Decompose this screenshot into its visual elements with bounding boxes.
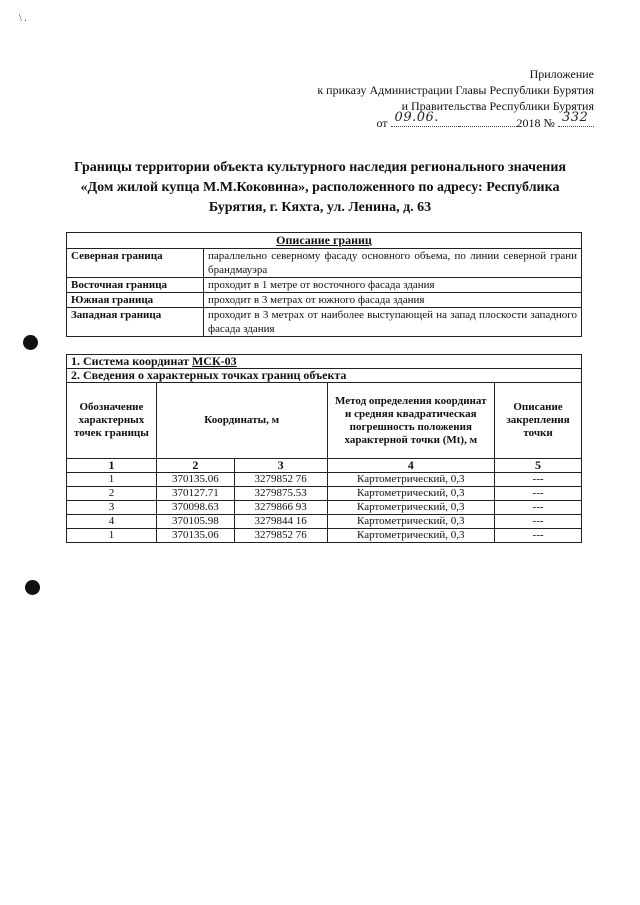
coordinate-system-row (67, 355, 582, 369)
column-number: 5 (495, 459, 582, 473)
order-date-line (317, 110, 594, 131)
government-reference: и Правительства Республики Бурятия (401, 99, 594, 113)
scan-mark: \ . (19, 13, 27, 24)
table-row (67, 473, 582, 487)
border-text: параллельно северному фасаду основного объема, по линии северной грани брандмауэра (204, 249, 582, 278)
column-number: 4 (327, 459, 495, 473)
appendix-header (317, 66, 594, 131)
border-label: Западная граница (67, 308, 204, 337)
punch-hole-mark (23, 335, 38, 350)
table-row (67, 501, 582, 515)
column-header-point: Обозначение характерных точек границы (67, 383, 157, 459)
title-line: Границы территории объекта культурного наследия регионального значения (73, 160, 566, 175)
table-row (67, 308, 582, 337)
method: Картометрический, 0,3 (327, 529, 495, 543)
coord-x: 370135.06 (156, 473, 234, 487)
appendix-label: Приложение (529, 67, 594, 81)
coord-x: 370098.63 (156, 501, 234, 515)
table-row (67, 487, 582, 501)
point-number: 1 (67, 529, 157, 543)
point-number: 4 (67, 515, 157, 529)
column-header-description: Описание закрепления точки (495, 383, 582, 459)
column-number: 1 (67, 459, 157, 473)
punch-hole-mark (25, 580, 40, 595)
method: Картометрический, 0,3 (327, 501, 495, 515)
point-number: 3 (67, 501, 157, 515)
title-line: «Дом жилой купца М.М.Коковина», расположенного по адресу: Республика (80, 180, 560, 195)
handwritten-number: 332 (562, 110, 589, 125)
table-row (67, 249, 582, 278)
method: Картометрический, 0,3 (327, 473, 495, 487)
border-description-table (66, 232, 582, 337)
table-row (67, 278, 582, 293)
border-description-heading: Описание границ (67, 233, 582, 249)
coord-y: 3279844 16 (234, 515, 327, 529)
coord-y: 3279852 76 (234, 473, 327, 487)
point-description: --- (495, 487, 582, 501)
table-row (67, 529, 582, 543)
points-table (66, 354, 582, 543)
coord-y: 3279866 93 (234, 501, 327, 515)
method: Картометрический, 0,3 (327, 515, 495, 529)
coord-x: 370127.71 (156, 487, 234, 501)
from-label: от (376, 116, 388, 130)
border-text: проходит в 3 метрах от наиболее выступающей на запад плоскости западного фасада здания (204, 308, 582, 337)
date-blank (391, 110, 459, 127)
method: Картометрический, 0,3 (327, 487, 495, 501)
coordinate-system-value: МСК-03 (191, 354, 237, 368)
border-label: Восточная граница (67, 278, 204, 293)
coord-y: 3279852 76 (234, 529, 327, 543)
table-row (67, 515, 582, 529)
column-number: 2 (156, 459, 234, 473)
coordinate-system-label: 1. Система координат (71, 354, 189, 368)
year-label: 2018 № (516, 116, 555, 130)
handwritten-date: 09.06. (394, 110, 439, 125)
coord-x: 370135.06 (156, 529, 234, 543)
point-description: --- (495, 515, 582, 529)
column-header-coordinates: Координаты, м (156, 383, 327, 459)
point-description: --- (495, 501, 582, 515)
title-line: Бурятия, г. Кяхта, ул. Ленина, д. 63 (208, 200, 432, 215)
coord-x: 370105.98 (156, 515, 234, 529)
column-header-method: Метод определения координат и средняя квадратическая погрешность положения характерной точки (Mt), м (327, 383, 495, 459)
border-text: проходит в 1 метре от восточного фасада здания (204, 278, 582, 293)
table-row (67, 293, 582, 308)
border-text: проходит в 3 метрах от южного фасада здания (204, 293, 582, 308)
border-label: Северная граница (67, 249, 204, 278)
point-number: 1 (67, 473, 157, 487)
point-number: 2 (67, 487, 157, 501)
column-number: 3 (234, 459, 327, 473)
date-blank-tail (459, 114, 517, 127)
coord-y: 3279875.53 (234, 487, 327, 501)
order-reference: к приказу Администрации Главы Республики Бурятия (317, 83, 594, 97)
point-description: --- (495, 529, 582, 543)
point-description: --- (495, 473, 582, 487)
document-title (50, 158, 590, 218)
number-blank (558, 110, 594, 127)
border-label: Южная граница (67, 293, 204, 308)
points-section-heading: 2. Сведения о характерных точках границ объекта (67, 369, 582, 383)
